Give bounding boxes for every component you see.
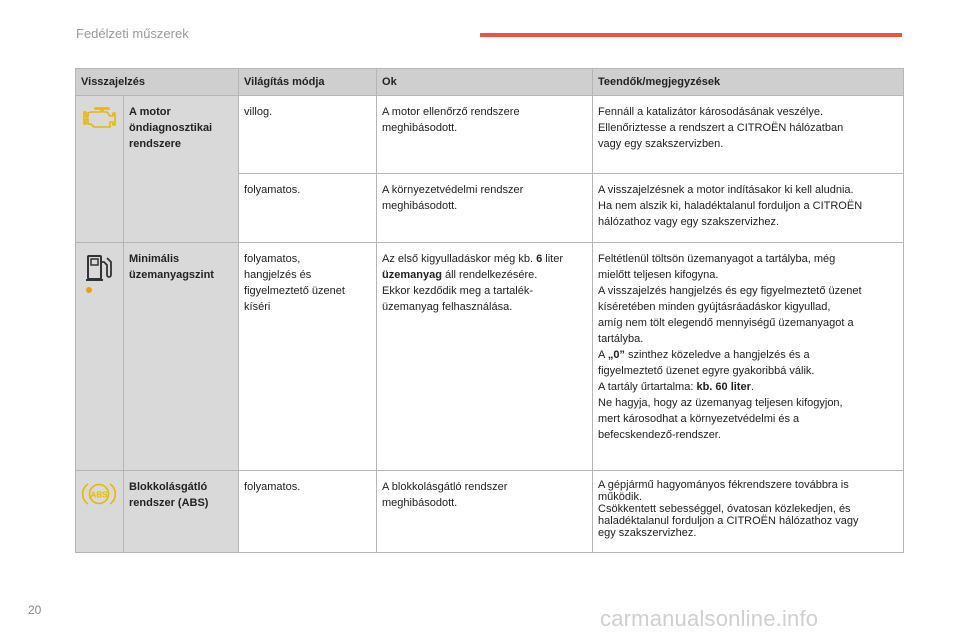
- engine-lighting-2: [239, 174, 377, 243]
- engine-action-1: [593, 96, 904, 174]
- action-text: kíséretében minden gyújtásráadáskor kigyullad,: [598, 301, 831, 313]
- engine-name-line: A motor: [129, 106, 171, 118]
- header-action: Teendők/megjegyzések: [593, 69, 904, 96]
- fuel-name-line: Minimális: [129, 253, 180, 265]
- action-text: Ne hagyja, hogy az üzemanyag teljesen kifogyjon,: [598, 397, 843, 409]
- cause-text: Ekkor kezdődik meg a tartalék-: [382, 285, 534, 297]
- cause-text: A motor ellenőrző rendszere: [382, 106, 520, 118]
- watermark: carmanualsonline.info: [600, 606, 819, 631]
- abs-name-line: Blokkolásgátló: [129, 481, 208, 493]
- abs-lighting: [239, 471, 377, 553]
- cause-text: A blokkolásgátló rendszer: [382, 481, 508, 493]
- abs-icon-cell: [76, 471, 124, 553]
- action-text-part: szinthez közeledve a hangjelzés és a: [624, 349, 810, 361]
- action-text: hálózathoz vagy egy szakszervizhez.: [598, 216, 779, 228]
- section-title: Fedélzeti műszerek: [76, 26, 189, 41]
- header-cause: Ok: [377, 69, 593, 96]
- action-text: mert károsodhat a környezetvédelmi és a: [598, 413, 800, 425]
- action-text-part: A tartály űrtartalma:: [598, 381, 697, 393]
- engine-lighting-1: [239, 96, 377, 174]
- engine-icon-cell: [76, 96, 124, 243]
- cause-text: [382, 267, 586, 283]
- fuel-name-line: üzemanyagszint: [129, 269, 214, 281]
- table-row: [76, 243, 904, 471]
- action-text: Feltétlenül töltsön üzemanyagot a tartályba, még: [598, 253, 836, 265]
- action-text: működik.: [598, 491, 643, 503]
- action-text: [598, 347, 897, 363]
- lighting-text: folyamatos.: [244, 481, 301, 493]
- action-text: figyelmeztető üzenet egyre gyakoribbá válik.: [598, 365, 815, 377]
- cause-text-part: liter: [542, 253, 563, 265]
- fuel-name-cell: [124, 243, 239, 471]
- action-text: tartályba.: [598, 333, 644, 345]
- fuel-icon-cell: [76, 243, 124, 471]
- zero-level: „0”: [607, 349, 625, 361]
- action-text-part: .: [750, 381, 754, 393]
- cause-text-part: áll rendelkezésére.: [441, 269, 538, 281]
- abs-name-line: rendszer (ABS): [129, 497, 209, 509]
- engine-name-line: öndiagnosztikai: [129, 122, 213, 134]
- warning-dot: [86, 287, 92, 293]
- lighting-text: hangjelzés és: [244, 269, 312, 281]
- lighting-text: figyelmeztető üzenet: [244, 285, 345, 297]
- header-indicator: Visszajelzés: [76, 69, 239, 96]
- engine-check-icon: [82, 106, 116, 132]
- page-number: 20: [28, 603, 42, 617]
- lighting-text: folyamatos,: [244, 253, 301, 265]
- abs-name-cell: [124, 471, 239, 553]
- fuel-word: üzemanyag: [382, 269, 442, 281]
- action-text-part: A: [598, 349, 608, 361]
- abs-icon: [82, 481, 116, 507]
- action-text: amíg nem tölt elegendő mennyiségű üzemanyagot a: [598, 317, 854, 329]
- lighting-text: folyamatos.: [244, 184, 301, 196]
- abs-cause: [377, 471, 593, 553]
- action-text: A gépjármű hagyományos fékrendszere továbbra is: [598, 479, 849, 491]
- abs-action: [593, 471, 904, 553]
- action-text: mielőtt teljesen kifogyna.: [598, 269, 719, 281]
- fuel-lighting: [239, 243, 377, 471]
- header-lighting: Világítás módja: [239, 69, 377, 96]
- action-text: Csökkentett sebességgel, óvatosan közlekedjen, és: [598, 503, 851, 515]
- cause-text: [382, 251, 586, 267]
- action-text: egy szakszervizhez.: [598, 527, 697, 539]
- fuel-pump-icon: [85, 253, 113, 283]
- tank-capacity: kb. 60 liter: [696, 381, 751, 393]
- cause-text: meghibásodott.: [382, 200, 458, 212]
- lighting-text: kíséri: [244, 301, 271, 313]
- engine-action-2: [593, 174, 904, 243]
- action-text: A visszajelzés hangjelzés és egy figyelmeztető üzenet: [598, 285, 862, 297]
- action-text: vagy egy szakszervizben.: [598, 138, 724, 150]
- cause-text: üzemanyag felhasználása.: [382, 301, 513, 313]
- cause-text: meghibásodott.: [382, 497, 458, 509]
- table-row: [76, 96, 904, 174]
- action-text: Ellenőriztesse a rendszert a CITROËN hálózatban: [598, 122, 844, 134]
- lighting-text: villog.: [244, 106, 273, 118]
- fuel-cause: [377, 243, 593, 471]
- warning-lights-table: [75, 68, 904, 553]
- action-text: [598, 379, 897, 395]
- engine-name-cell: [124, 96, 239, 243]
- action-text: befecskendező-rendszer.: [598, 429, 721, 441]
- engine-cause-2: [377, 174, 593, 243]
- cause-text: meghibásodott.: [382, 122, 458, 134]
- table-row: [76, 471, 904, 553]
- fuel-amount: 6: [536, 253, 543, 265]
- action-text: Fennáll a katalizátor károsodásának veszélye.: [598, 106, 824, 118]
- action-text: haladéktalanul forduljon a CITROËN hálózathoz vagy: [598, 515, 859, 527]
- abs-icon-text: ABS: [90, 490, 108, 500]
- action-text: A visszajelzésnek a motor indításakor ki kell aludnia.: [598, 184, 854, 196]
- header-accent-bar: [480, 33, 902, 37]
- action-text: Ha nem alszik ki, haladéktalanul forduljon a CITROËN: [598, 200, 863, 212]
- engine-cause-1: [377, 96, 593, 174]
- cause-text: A környezetvédelmi rendszer: [382, 184, 524, 196]
- engine-name-line: rendszere: [129, 138, 181, 150]
- fuel-action: [593, 243, 904, 471]
- cause-text-part: Az első kigyulladáskor még kb.: [382, 253, 537, 265]
- table-header-row: [76, 69, 904, 96]
